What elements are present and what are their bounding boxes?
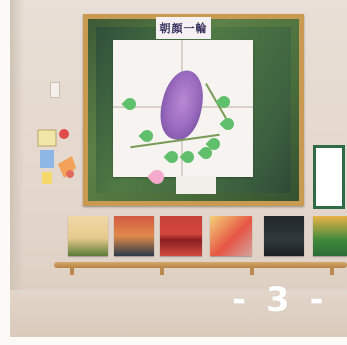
board-title: 朝顔一輪	[159, 22, 208, 35]
artwork-tile	[264, 216, 304, 256]
wall-shadow	[10, 0, 24, 337]
page-number: - 3 -	[232, 280, 328, 320]
wall-sign	[313, 145, 345, 209]
artwork-tile	[114, 216, 154, 256]
rail-bracket	[250, 267, 254, 275]
artwork-tile	[313, 216, 347, 256]
rail-bracket	[70, 267, 74, 275]
artwork-tile	[160, 216, 202, 256]
light-switch	[50, 82, 60, 98]
board-title-card	[156, 17, 211, 39]
rail-bracket	[160, 267, 164, 275]
note-card	[176, 176, 216, 194]
rail-bracket	[330, 267, 334, 275]
handrail-icon	[54, 262, 347, 268]
artwork-tile	[68, 216, 108, 256]
artwork-tile	[210, 216, 252, 256]
hanging-ornament	[34, 126, 82, 190]
